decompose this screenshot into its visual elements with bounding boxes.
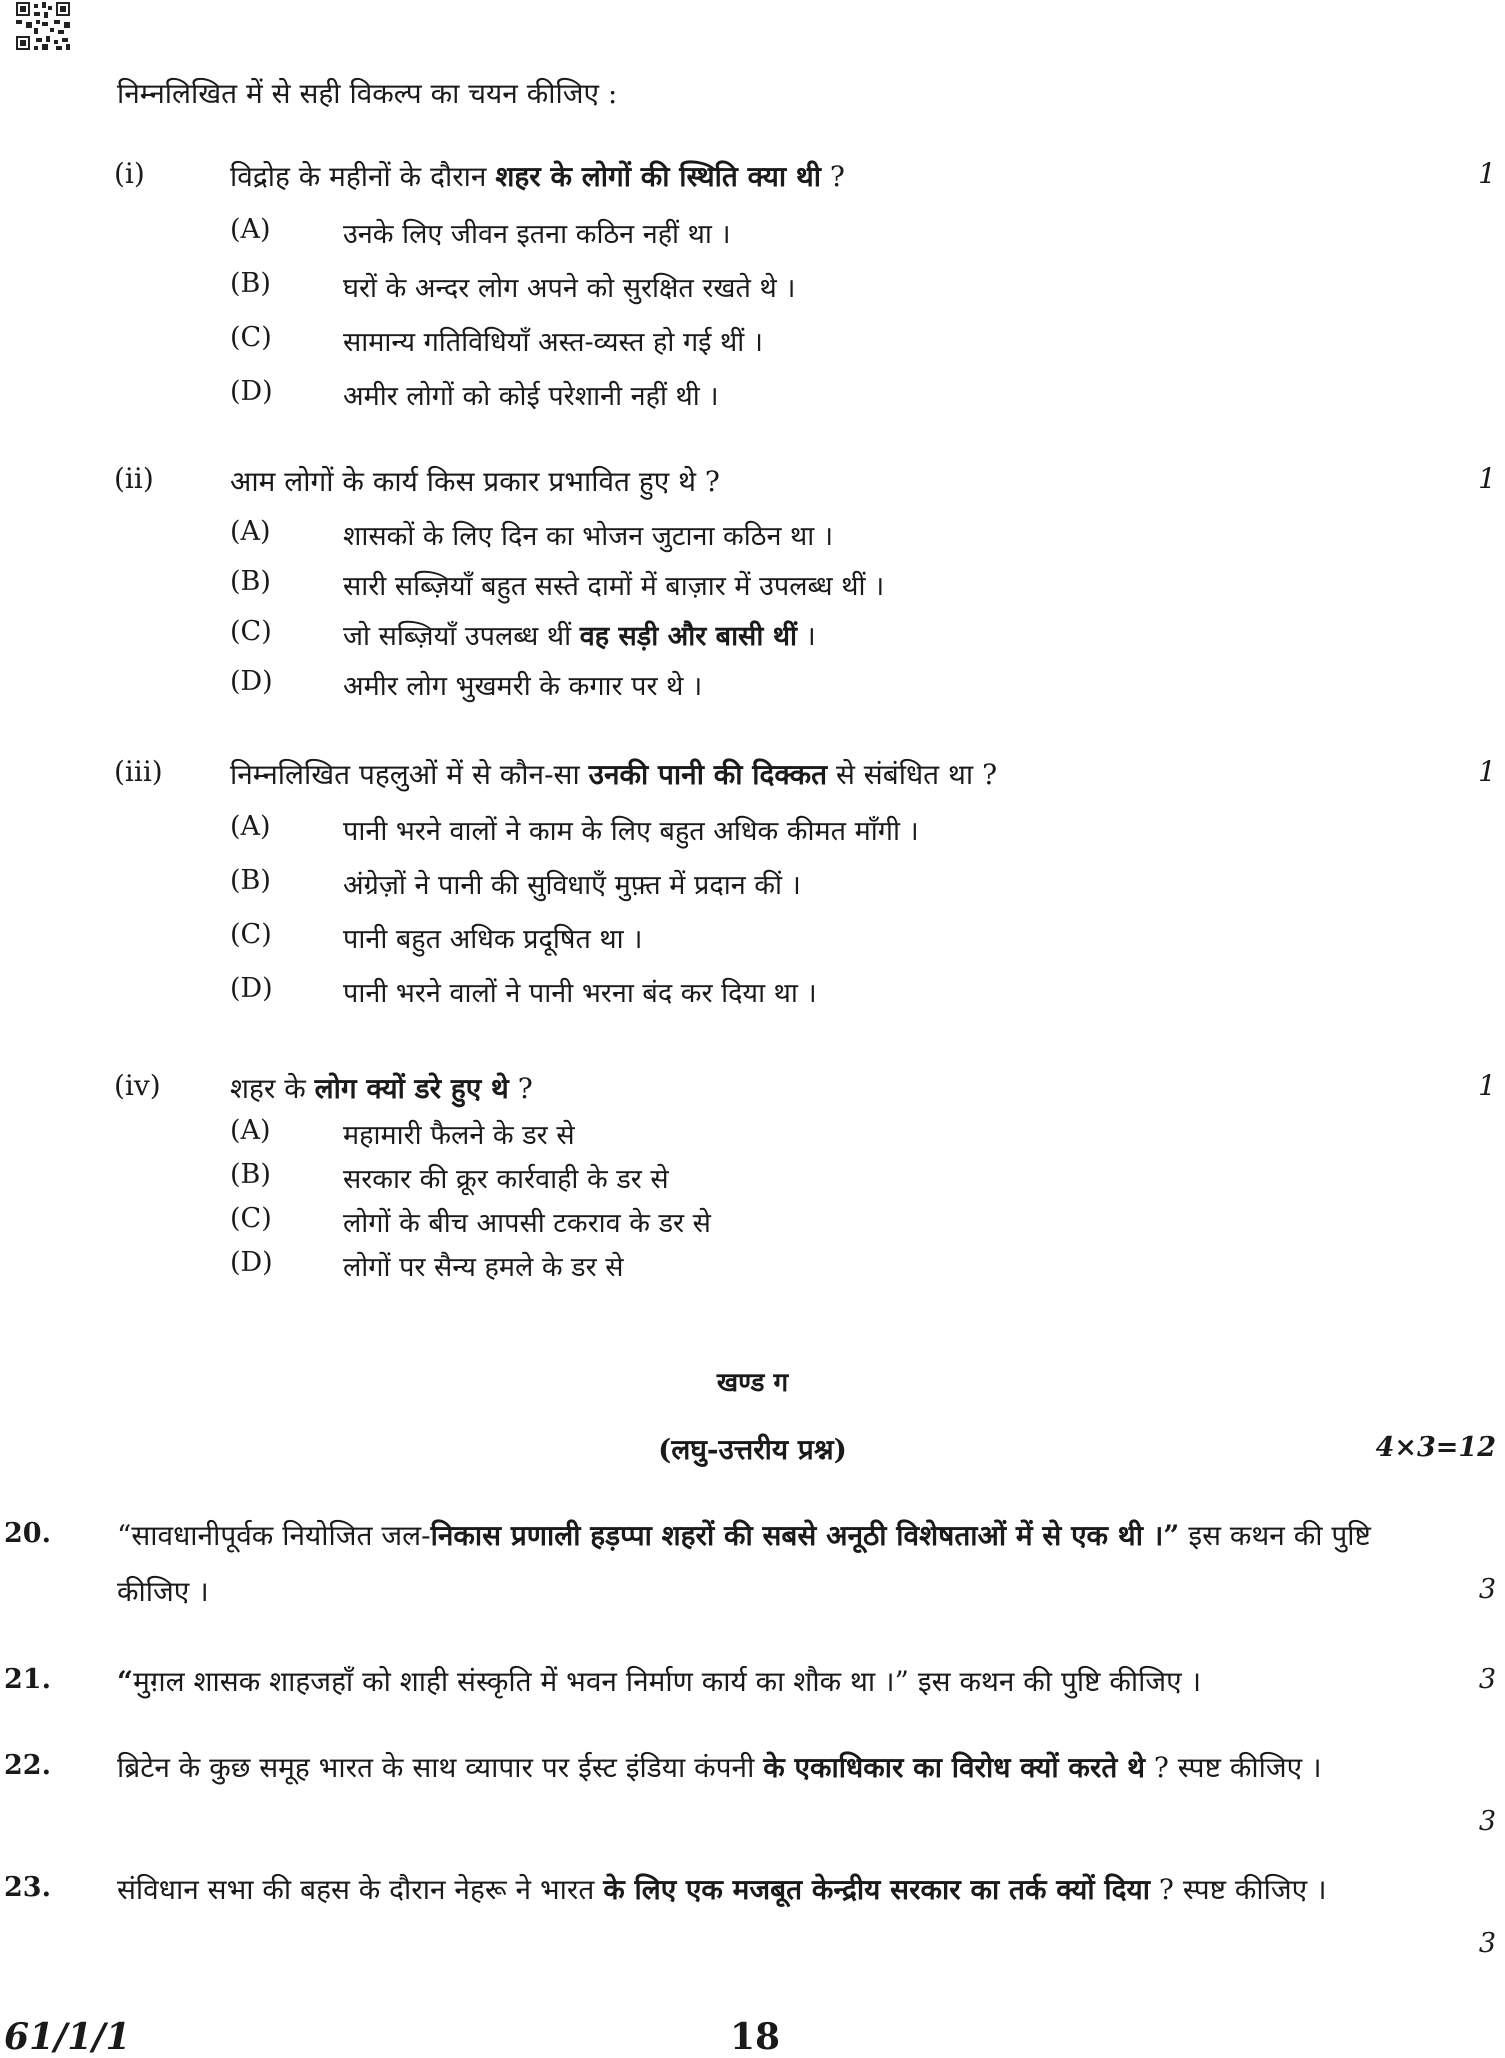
- option-d: [0, 666, 1505, 706]
- option-text: घरों के अन्दर लोग अपने को सुरक्षित रखते थे ।: [343, 273, 796, 304]
- option-text: जो सब्ज़ियाँ उपलब्ध थीं वह सड़ी और बासी थीं ।: [343, 621, 816, 652]
- question-text: संविधान सभा की बहस के दौरान नेहरू ने भारत के लिए एक मजबूत केन्द्रीय सरकार का तर्क क्यों दिया ? स्पष्ट कीजिए ।: [117, 1873, 1327, 1906]
- question-marks: 3: [1478, 1928, 1496, 1959]
- option-a: [0, 811, 1505, 851]
- section-title: खण्ड ग: [716, 1368, 789, 1398]
- option-b: [0, 1159, 1505, 1199]
- qr-code: [16, 2, 70, 50]
- option-a: [0, 516, 1505, 556]
- section-marks: 4×3=12: [1375, 1432, 1496, 1463]
- option-d: [0, 1247, 1505, 1287]
- question-number: (i): [114, 157, 145, 190]
- option-text: अंग्रेज़ों ने पानी की सुविधाएँ मुफ़्त में प्रदान कीं ।: [343, 870, 801, 901]
- option-text: पानी भरने वालों ने काम के लिए बहुत अधिक कीमत माँगी ।: [343, 816, 919, 847]
- option-label: (D): [230, 1247, 273, 1278]
- option-label: (A): [230, 811, 271, 842]
- option-label: (D): [230, 376, 273, 407]
- option-text: अमीर लोग भुखमरी के कगार पर थे ।: [343, 671, 703, 702]
- question-marks: 3: [1478, 1664, 1496, 1695]
- option-text: उनके लिए जीवन इतना कठिन नहीं था ।: [343, 219, 731, 250]
- option-c: [0, 616, 1505, 656]
- question-text: निम्नलिखित पहलुओं में से कौन-सा उनकी पानी की दिक्कत से संबंधित था ?: [230, 758, 998, 791]
- option-text: सामान्य गतिविधियाँ अस्त-व्यस्त हो गई थीं ।: [343, 327, 764, 358]
- question-number: 21.: [4, 1664, 51, 1695]
- page-number: 18: [730, 2016, 781, 2058]
- question-20: [0, 1508, 1505, 1620]
- option-b: [0, 566, 1505, 606]
- option-label: (B): [230, 566, 271, 597]
- option-c: [0, 322, 1505, 362]
- option-label: (C): [230, 616, 272, 647]
- option-label: (A): [230, 214, 271, 245]
- paper-code: 61/1/1: [4, 2016, 131, 2058]
- question-marks: 1: [1478, 755, 1496, 788]
- question-marks: 3: [1478, 1574, 1496, 1605]
- option-text: लोगों के बीच आपसी टकराव के डर से: [343, 1208, 711, 1239]
- instruction-text: निम्नलिखित में से सही विकल्प का चयन कीजिए :: [117, 77, 618, 110]
- option-text: महामारी फैलने के डर से: [343, 1120, 575, 1151]
- question-number: (iii): [114, 755, 163, 788]
- question-ii: [0, 462, 1505, 506]
- option-text: शासकों के लिए दिन का भोजन जुटाना कठिन था ।: [343, 521, 834, 552]
- question-marks: 3: [1478, 1806, 1496, 1837]
- option-text: पानी भरने वालों ने पानी भरना बंद कर दिया था ।: [343, 978, 817, 1009]
- question-21: [0, 1654, 1505, 1710]
- question-23: [0, 1862, 1505, 1974]
- option-label: (D): [230, 973, 273, 1004]
- option-label: (C): [230, 1203, 272, 1234]
- option-label: (A): [230, 516, 271, 547]
- option-label: (B): [230, 865, 271, 896]
- option-b: [0, 268, 1505, 308]
- question-marks: 1: [1478, 462, 1496, 495]
- option-b: [0, 865, 1505, 905]
- question-number: 20.: [4, 1518, 51, 1549]
- question-marks: 1: [1478, 157, 1496, 190]
- question-i: [0, 157, 1505, 201]
- option-c: [0, 919, 1505, 959]
- question-number: 23.: [4, 1872, 51, 1903]
- option-text: लोगों पर सैन्य हमले के डर से: [343, 1252, 624, 1283]
- option-c: [0, 1203, 1505, 1243]
- option-text: अमीर लोगों को कोई परेशानी नहीं थी ।: [343, 381, 719, 412]
- question-number: (ii): [114, 462, 154, 495]
- question-text: “सावधानीपूर्वक नियोजित जल-निकास प्रणाली हड़प्पा शहरों की सबसे अनूठी विशेषताओं में से एक थी ।” इस कथन की पुष्टि कीजिए ।: [117, 1519, 1371, 1608]
- question-iii: [0, 755, 1505, 799]
- option-text: सरकार की क्रूर कार्रवाही के डर से: [343, 1164, 669, 1195]
- question-22: [0, 1740, 1505, 1852]
- option-label: (C): [230, 322, 272, 353]
- question-text: “मुग़ल शासक शाहजहाँ को शाही संस्कृति में भवन निर्माण कार्य का शौक था ।” इस कथन की पुष्टि कीजिए ।: [117, 1665, 1202, 1698]
- option-d: [0, 376, 1505, 416]
- option-text: पानी बहुत अधिक प्रदूषित था ।: [343, 924, 643, 955]
- question-marks: 1: [1478, 1069, 1496, 1102]
- question-number: (iv): [114, 1069, 161, 1102]
- question-text: आम लोगों के कार्य किस प्रकार प्रभावित हुए थे ?: [230, 465, 720, 498]
- question-number: 22.: [4, 1750, 51, 1781]
- option-a: [0, 1115, 1505, 1155]
- option-text: सारी सब्ज़ियाँ बहुत सस्ते दामों में बाज़ार में उपलब्ध थीं ।: [343, 571, 885, 602]
- question-text: विद्रोह के महीनों के दौरान शहर के लोगों की स्थिति क्या थी ?: [230, 160, 845, 193]
- option-label: (B): [230, 268, 271, 299]
- option-d: [0, 973, 1505, 1013]
- option-label: (B): [230, 1159, 271, 1190]
- option-label: (D): [230, 666, 273, 697]
- question-text: ब्रिटेन के कुछ समूह भारत के साथ व्यापार पर ईस्ट इंडिया कंपनी के एकाधिकार का विरोध क्यों करते थे ? स्पष्ट कीजिए ।: [117, 1751, 1322, 1784]
- option-label: (A): [230, 1115, 271, 1146]
- option-label: (C): [230, 919, 272, 950]
- section-subtitle: (लघु-उत्तरीय प्रश्न): [658, 1433, 847, 1466]
- option-a: [0, 214, 1505, 254]
- question-text: शहर के लोग क्यों डरे हुए थे ?: [230, 1072, 533, 1105]
- question-iv: [0, 1069, 1505, 1113]
